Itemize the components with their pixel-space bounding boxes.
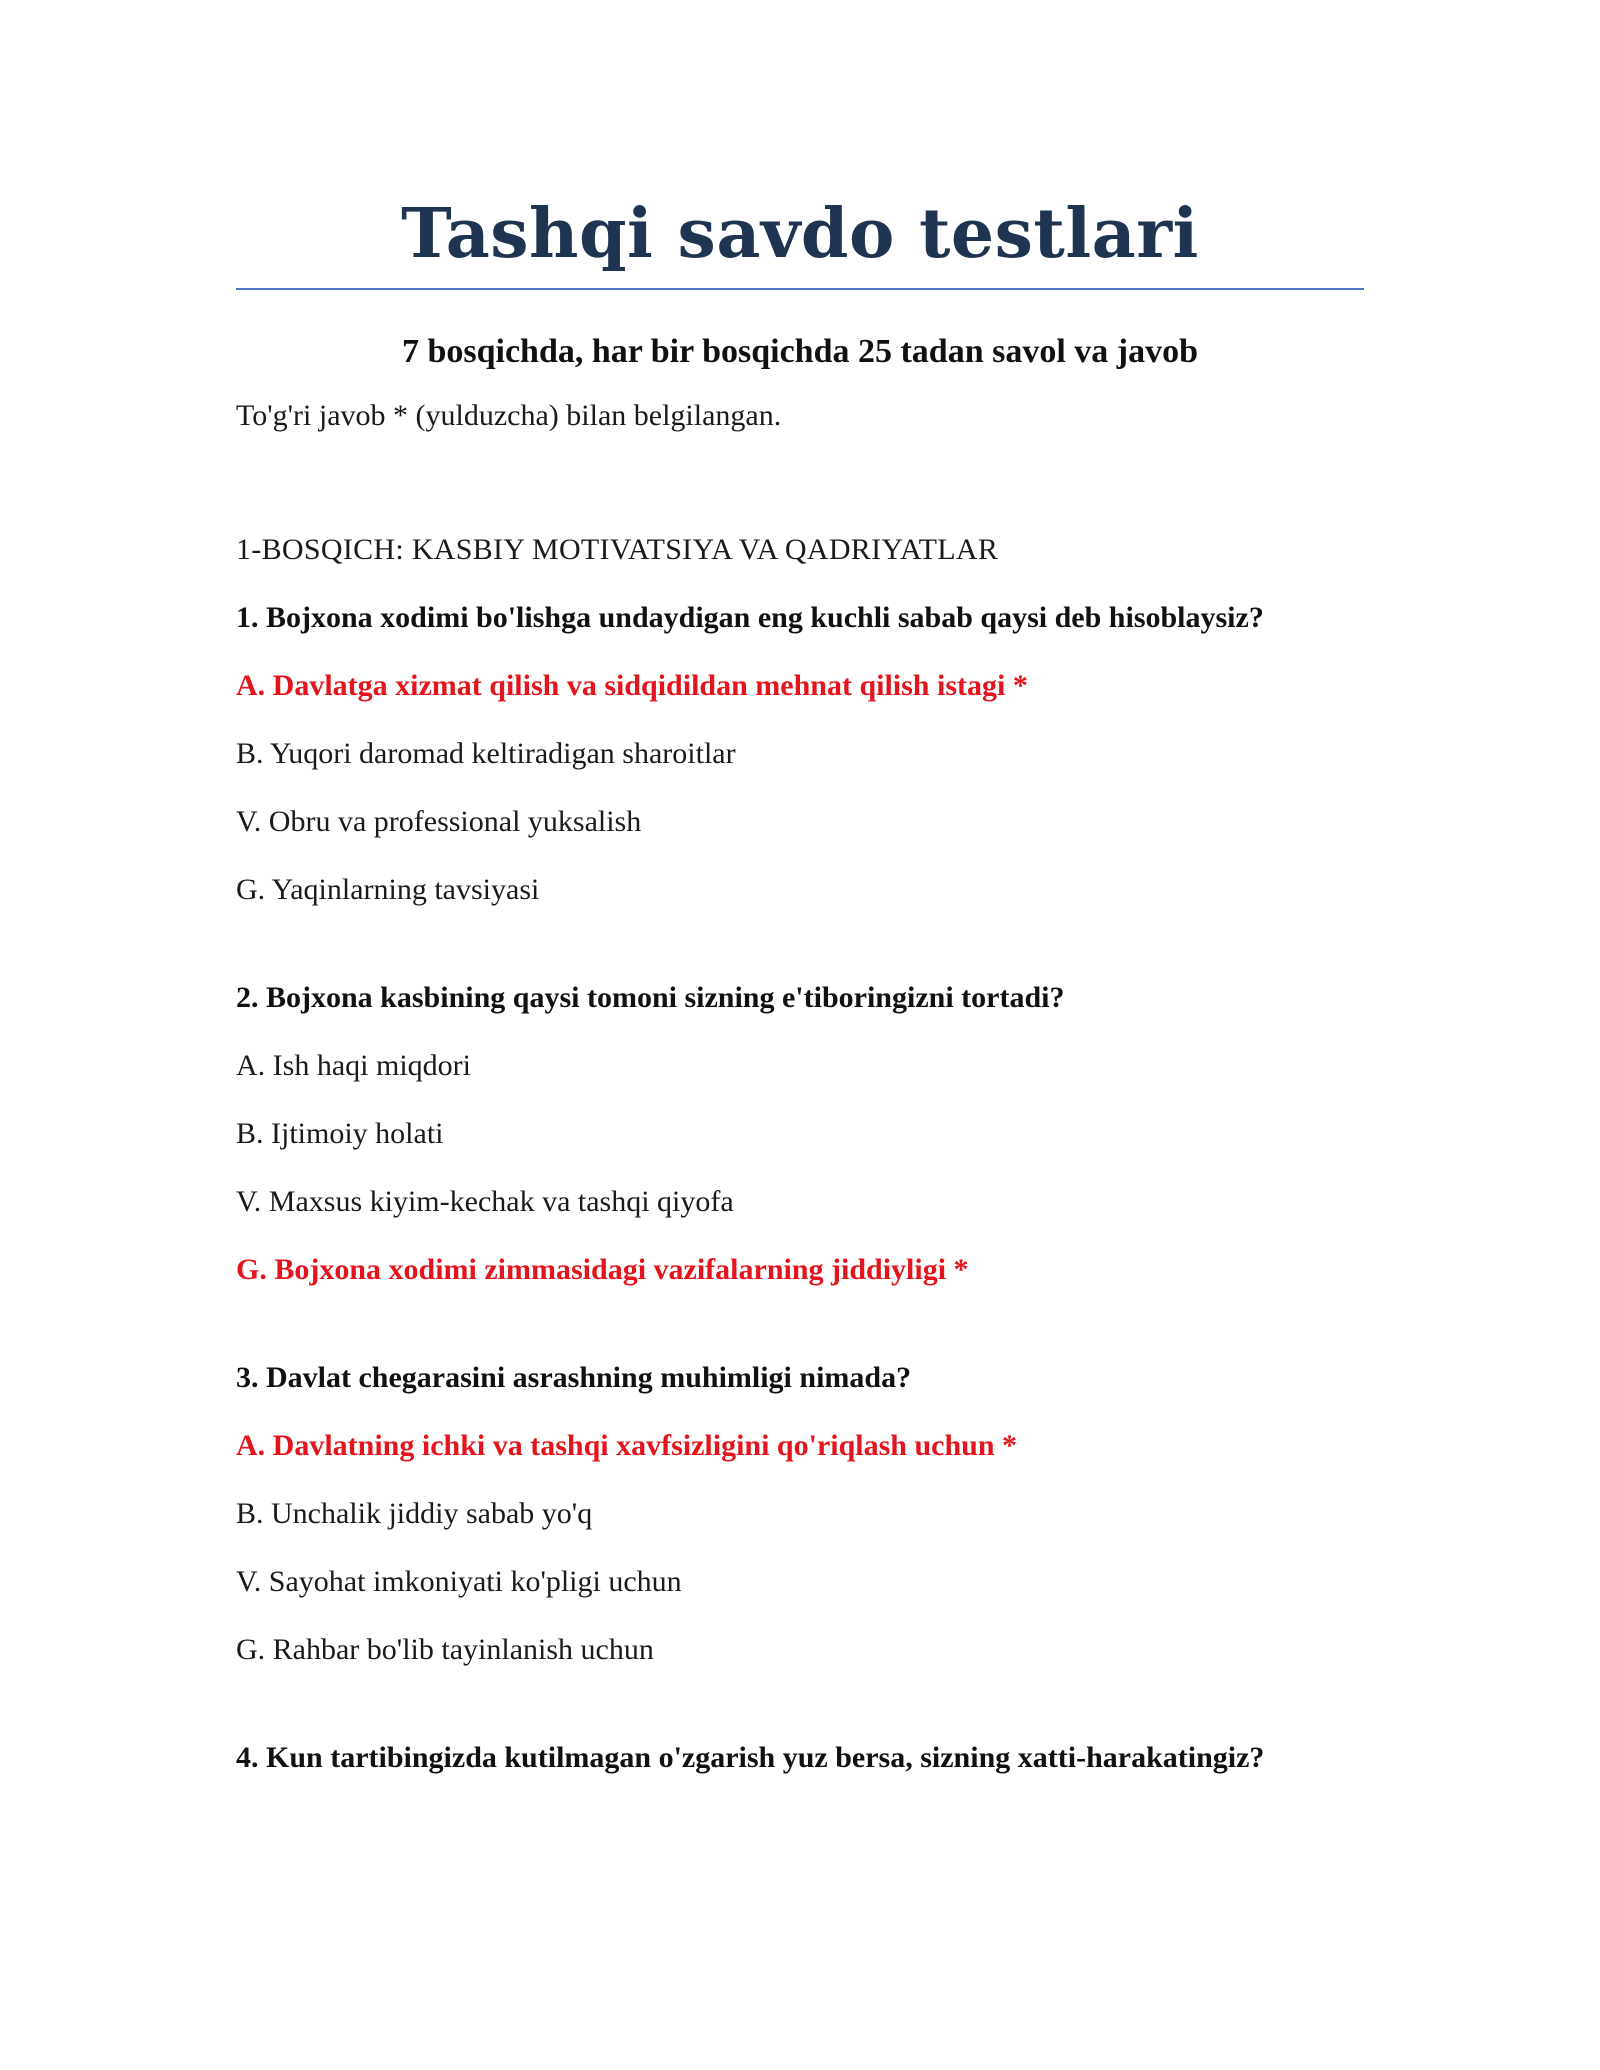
question-block bbox=[236, 978, 1364, 1290]
question-text: 4. Kun tartibingizda kutilmagan o'zgarish yuz bersa, sizning xatti-harakatingiz? bbox=[236, 1741, 1265, 1774]
question-list bbox=[236, 598, 1364, 1778]
question-text: 3. Davlat chegarasini asrashning muhimligi nimada? bbox=[236, 1361, 912, 1394]
document-title: Tashqi savdo testlari bbox=[401, 194, 1199, 274]
answer-option: B. Ijtimoiy holati bbox=[236, 1117, 444, 1150]
answer-option: V. Obru va professional yuksalish bbox=[236, 805, 642, 838]
answer-option: V. Sayohat imkoniyati ko'pligi uchun bbox=[236, 1565, 682, 1598]
title-divider bbox=[236, 288, 1364, 290]
question-block bbox=[236, 1738, 1364, 1778]
section-heading: 1-BOSQICH: KASBIY MOTIVATSIYA VA QADRIYATLAR bbox=[236, 533, 999, 566]
answer-option-correct: A. Davlatning ichki va tashqi xavfsizligini qo'riqlash uchun * bbox=[236, 1429, 1018, 1462]
document-subtitle: 7 bosqichda, har bir bosqichda 25 tadan savol va javob bbox=[401, 333, 1199, 370]
question-block bbox=[236, 1358, 1364, 1670]
answer-option: G. Rahbar bo'lib tayinlanish uchun bbox=[236, 1633, 654, 1666]
answer-option: B. Unchalik jiddiy sabab yo'q bbox=[236, 1497, 593, 1530]
question-text: 1. Bojxona xodimi bo'lishga undaydigan eng kuchli sabab qaysi deb hisoblaysiz? bbox=[236, 601, 1264, 634]
answer-option-correct: G. Bojxona xodimi zimmasidagi vazifalarning jiddiyligi * bbox=[236, 1253, 969, 1286]
answer-option: B. Yuqori daromad keltiradigan sharoitlar bbox=[236, 737, 736, 770]
question-block bbox=[236, 598, 1364, 910]
document-content bbox=[236, 0, 1364, 1778]
question-text: 2. Bojxona kasbining qaysi tomoni sizning e'tiboringizni tortadi? bbox=[236, 981, 1065, 1014]
answer-option: V. Maxsus kiyim-kechak va tashqi qiyofa bbox=[236, 1185, 734, 1218]
answer-option: G. Yaqinlarning tavsiyasi bbox=[236, 873, 540, 906]
answer-option-correct: A. Davlatga xizmat qilish va sidqidildan mehnat qilish istagi * bbox=[236, 669, 1028, 702]
answer-option: A. Ish haqi miqdori bbox=[236, 1049, 471, 1082]
answer-key-note: To'g'ri javob * (yulduzcha) bilan belgilangan. bbox=[236, 399, 782, 432]
